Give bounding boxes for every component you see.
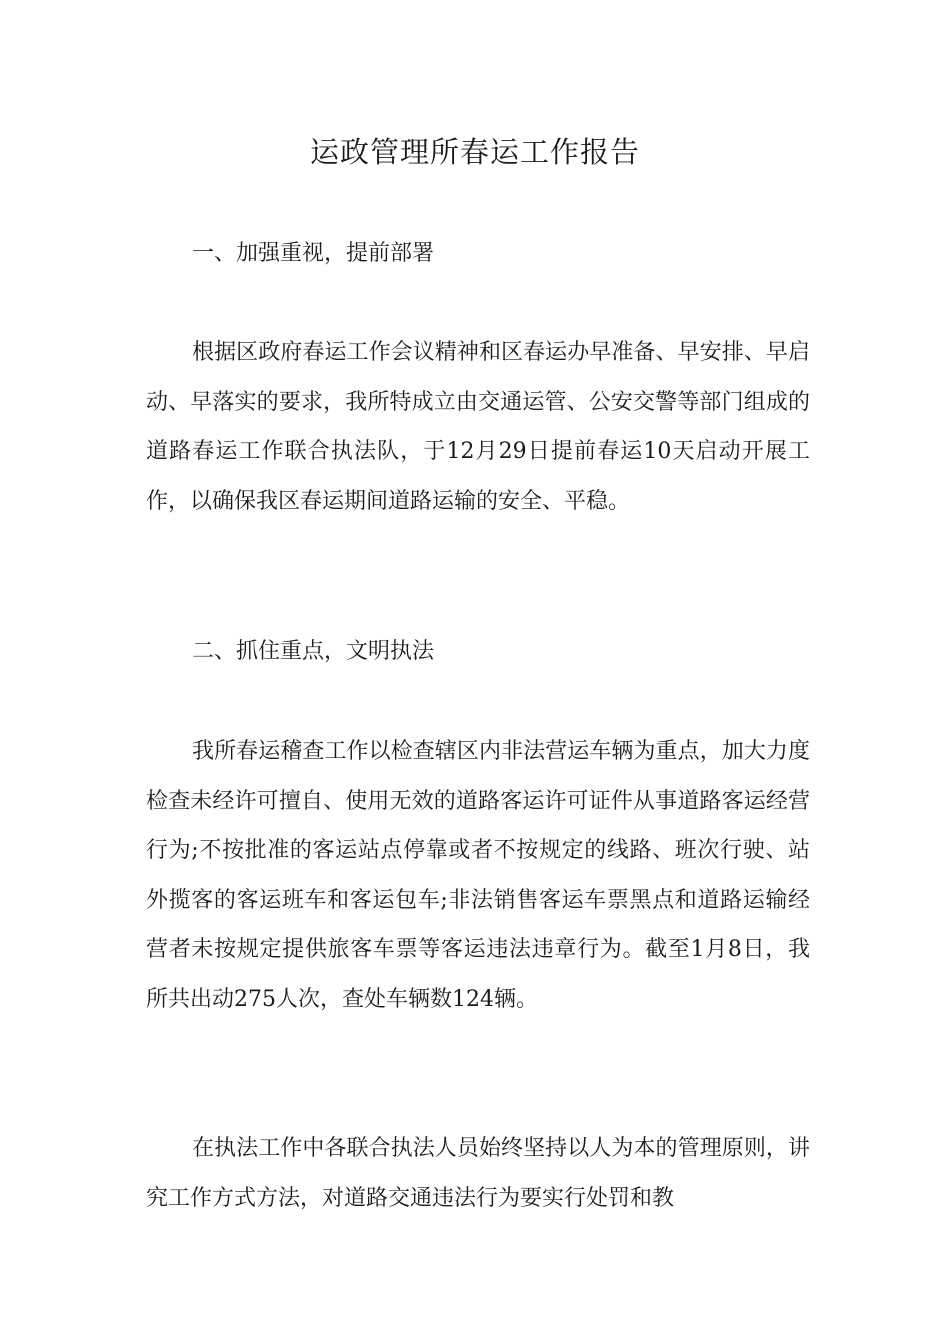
section-paragraph-1: 根据区政府春运工作会议精神和区春运办早准备、早安排、早启动、早落实的要求，我所特成立由交通运管、公安交警等部门组成的道路春运工作联合执法队，于12月29日提前春运10天启动开展工作，以确保我区春运期间道路运输的安全、平稳。 — [146, 340, 810, 514]
section-heading-1: 一、加强重视，提前部署 — [192, 241, 435, 266]
document-title: 运政管理所春运工作报告 — [309, 135, 640, 169]
section-paragraph-2: 我所春运稽查工作以检查辖区内非法营运车辆为重点，加大力度检查未经许可擅自、使用无效的道路客运许可证件从事道路客运经营行为;不按批准的客运站点停靠或者不按规定的线路、班次行驶、站外揽客的客运班车和客运包车;非法销售客运车票黑点和道路运输经营者未按规定提供旅客车票等客运违法违章行为。截至1月8日，我所共出动275人次，查处车辆数124辆。 — [146, 739, 810, 1012]
section-heading-2: 二、抓住重点，文明执法 — [192, 639, 435, 664]
section-paragraph-3: 在执法工作中各联合执法人员始终坚持以人为本的管理原则，讲究工作方式方法，对道路交通违法行为要实行处罚和教 — [146, 1136, 810, 1211]
